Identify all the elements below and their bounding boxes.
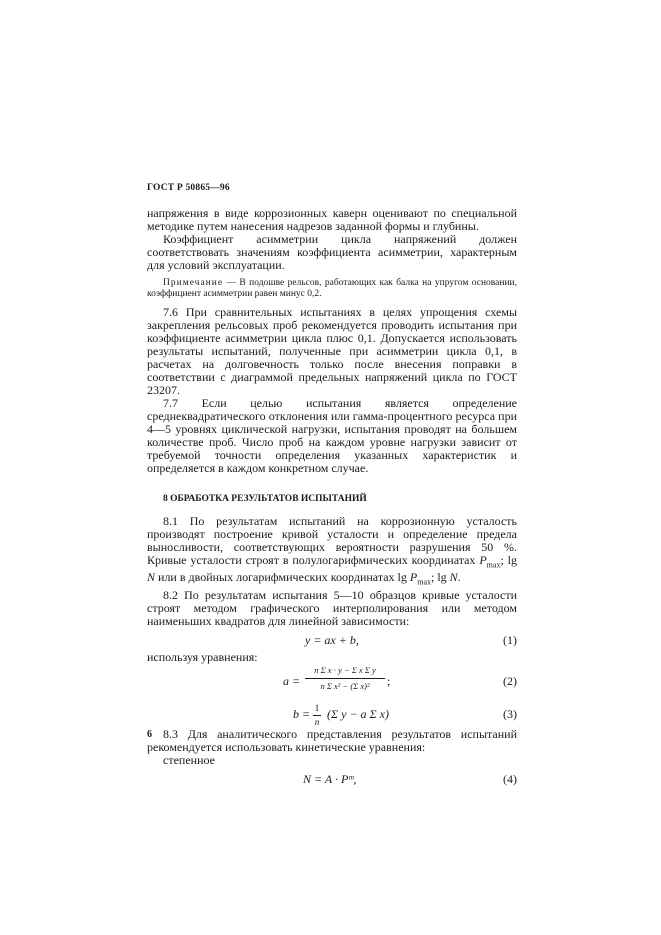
paragraph: Коэффициент асимметрии цикла напряжений должен соответствовать значениям коэффициента асимметрии, характерным для условий эксплуатации. <box>147 232 517 272</box>
paragraph: напряжения в виде коррозионных каверн оценивают по специальной методике путем нанесения надрезов заданной формы и глубины. <box>147 206 517 233</box>
formula-punctuation: ; <box>387 673 391 688</box>
paragraph-8-1 <box>147 515 517 589</box>
document-body <box>147 207 517 791</box>
symbol-p: P <box>479 553 487 567</box>
formula-rhs: (Σ y − a Σ x) <box>327 706 390 721</box>
subscript: max <box>486 560 501 570</box>
formula-lhs: a = <box>283 673 301 688</box>
page-number: 6 <box>147 729 152 740</box>
paragraph-8-3: 8.3 Для аналитического представления результатов испытаний рекомендуется использовать кинетические уравнения: <box>147 726 517 754</box>
text-run: ; lg <box>500 553 518 567</box>
formula-expression: y = ax + b, <box>305 632 359 647</box>
fraction-numerator: n Σ x · y − Σ x Σ y <box>305 664 385 679</box>
paragraph-7-7: 7.7 Если целью испытания является определение среднеквадратического отклонения или гамма-процентного ресурса при 4—5 уровнях циклической нагрузки, испытания проводят на большем количестве проб. Число проб на каждом уровне нагрузки зависит от требуемой точности определения указанных характеристик и определяется в каждом конкретном случае. <box>147 396 517 475</box>
paragraph-7-6: 7.6 При сравнительных испытаниях в целях упрощения схемы закрепления рельсовых проб рекомендуется проводить испытания при коэффициенте асимметрии цикла плюс 0,1. Допускается использовать результаты испытаний, полученные при асимметрии цикла 0,1, в расчетах на долговечность только после внесения поправки в соответствии с диаграммой предельных напряжений цикла по ГОСТ 23207. <box>147 305 517 397</box>
note <box>147 278 517 300</box>
section-title: 8 ОБРАБОТКА РЕЗУЛЬТАТОВ ИСПЫТАНИЙ <box>163 494 367 504</box>
formula-1 <box>147 631 517 651</box>
symbol-n: N <box>147 570 156 585</box>
fraction-numerator: 1 <box>313 702 321 716</box>
formula-expression: N = A · Pᵐ, <box>303 771 357 786</box>
fraction-denominator: n <box>314 716 320 727</box>
symbol-n: N <box>449 570 458 585</box>
text-run: ; lg <box>431 570 450 585</box>
symbol-p: P <box>409 570 418 585</box>
formula-2 <box>147 664 517 698</box>
note-label: Примечание <box>163 278 224 288</box>
paragraph: используя уравнения: <box>147 649 258 664</box>
note-text: — В подошве рельсов, работающих как балка на упругом основании, коэффициент асимметрии равен минус 0,2. <box>147 278 517 299</box>
text-run: 8.1 По результатам испытаний на коррозионную усталость производят построение кривой усталости и определение предела выносливости, соответствующих вероятности разрушения 50 %. Кривые усталости строят в полулогарифмических координатах <box>147 514 517 567</box>
formula-number: (2) <box>503 673 517 688</box>
formula-number: (3) <box>503 706 517 721</box>
text-run: или в двойных логарифмических координатах lg <box>155 570 410 585</box>
fraction-denominator: n Σ x² − (Σ x)² <box>320 680 370 691</box>
text-run: . <box>457 570 461 585</box>
document-header: ГОСТ Р 50865—96 <box>147 183 230 193</box>
formula-number: (4) <box>503 771 517 786</box>
formula-3 <box>147 702 517 728</box>
formula-number: (1) <box>503 632 517 647</box>
formula-fraction <box>313 702 321 729</box>
formula-lhs: b = <box>293 706 311 721</box>
subscript: max <box>417 577 431 587</box>
formula-4 <box>147 769 517 791</box>
formula-fraction <box>305 664 385 693</box>
paragraph-8-2: 8.2 По результатам испытания 5—10 образцов кривые усталости строят методом графического интерполирования или методом наименьших квадратов для линейной зависимости: <box>147 587 517 628</box>
paragraph: степенное <box>163 752 215 767</box>
